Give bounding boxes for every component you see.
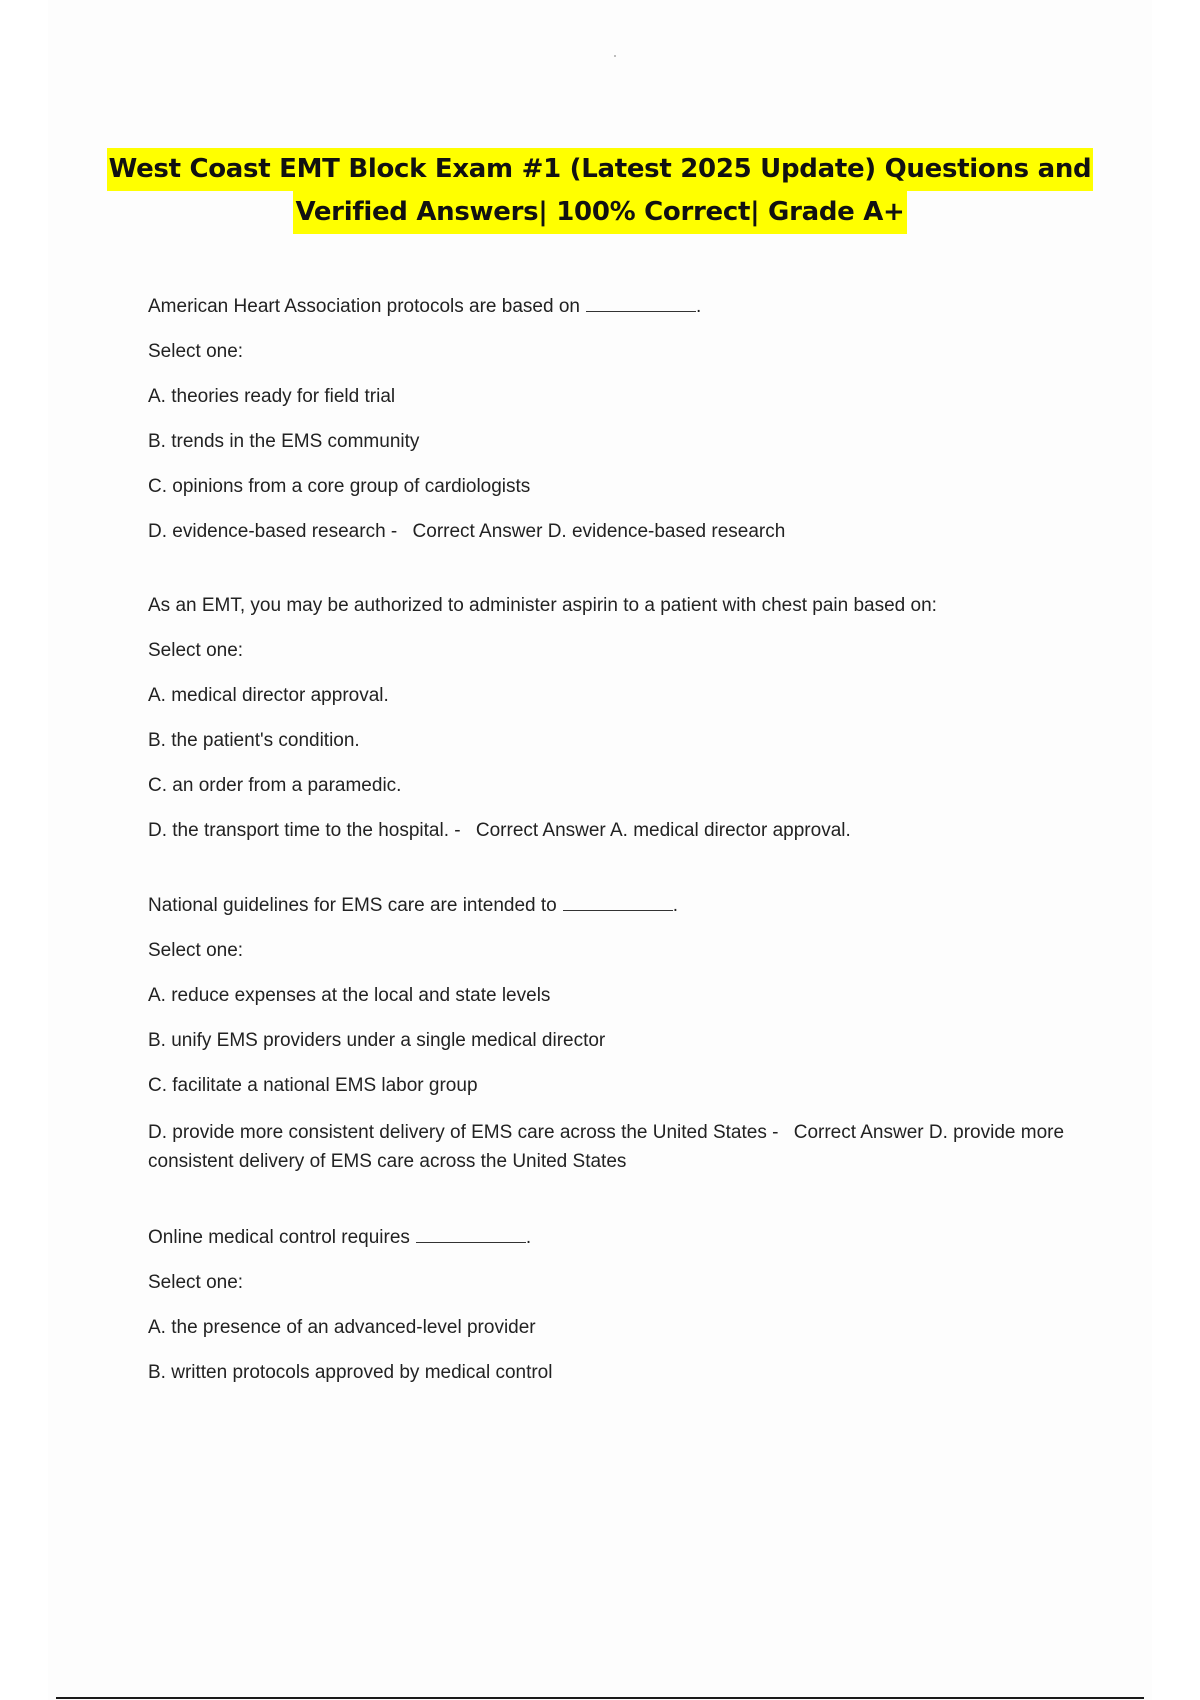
- question-stem: American Heart Association protocols are based on .: [148, 293, 1088, 320]
- fill-blank: [416, 1224, 526, 1243]
- page-bottom-rule: [56, 1697, 1144, 1699]
- select-prompt: Select one:: [148, 640, 244, 661]
- option-b: B. trends in the EMS community: [148, 431, 420, 452]
- select-prompt: Select one:: [148, 1272, 244, 1293]
- question-3: [148, 892, 1088, 1176]
- select-prompt: Select one:: [148, 341, 244, 362]
- correct-answer-label: Correct Answer: [475, 820, 606, 841]
- option-d-with-answer: D. provide more consistent delivery of EMS care across the United States - Correct Answer D. provide more consistent delivery of EMS care across the United States: [148, 1122, 1065, 1172]
- question-4: [148, 1224, 1088, 1386]
- question-stem: As an EMT, you may be authorized to administer aspirin to a patient with chest pain based on:: [148, 595, 937, 616]
- document-title: [0, 148, 1200, 234]
- question-stem: Online medical control requires .: [148, 1224, 1088, 1251]
- correct-answer-text: D. provide more consistent delivery of EMS care across the United States: [148, 1122, 1065, 1172]
- question-1: [148, 293, 1088, 545]
- option-b: B. unify EMS providers under a single medical director: [148, 1030, 606, 1051]
- option-a: A. the presence of an advanced-level provider: [148, 1317, 536, 1338]
- question-list: [148, 293, 1088, 1434]
- question-2: [148, 593, 1088, 844]
- title-line-1: West Coast EMT Block Exam #1 (Latest 2025 Update) Questions and: [107, 148, 1094, 191]
- option-b: B. the patient's condition.: [148, 730, 360, 751]
- option-d-with-answer: D. evidence-based research - Correct Answer D. evidence-based research: [148, 521, 786, 542]
- option-d-with-answer: D. the transport time to the hospital. - Correct Answer A. medical director approval.: [148, 820, 851, 841]
- select-prompt: Select one:: [148, 940, 244, 961]
- question-stem: National guidelines for EMS care are intended to .: [148, 892, 1088, 919]
- correct-answer-text: A. medical director approval.: [609, 820, 851, 841]
- title-line-2: Verified Answers| 100% Correct| Grade A+: [293, 191, 906, 234]
- option-c: C. an order from a paramedic.: [148, 775, 402, 796]
- correct-answer-label: Correct Answer: [412, 521, 543, 542]
- option-a: A. theories ready for field trial: [148, 386, 396, 407]
- correct-answer-label: Correct Answer: [793, 1122, 924, 1143]
- correct-answer-text: D. evidence-based research: [547, 521, 786, 542]
- option-b: B. written protocols approved by medical control: [148, 1362, 553, 1383]
- scan-artifact-dot: [614, 55, 616, 57]
- option-c: C. facilitate a national EMS labor group: [148, 1075, 478, 1096]
- option-a: A. medical director approval.: [148, 685, 389, 706]
- fill-blank: [563, 892, 673, 911]
- fill-blank: [586, 293, 696, 312]
- option-a: A. reduce expenses at the local and state levels: [148, 985, 551, 1006]
- option-c: C. opinions from a core group of cardiologists: [148, 476, 531, 497]
